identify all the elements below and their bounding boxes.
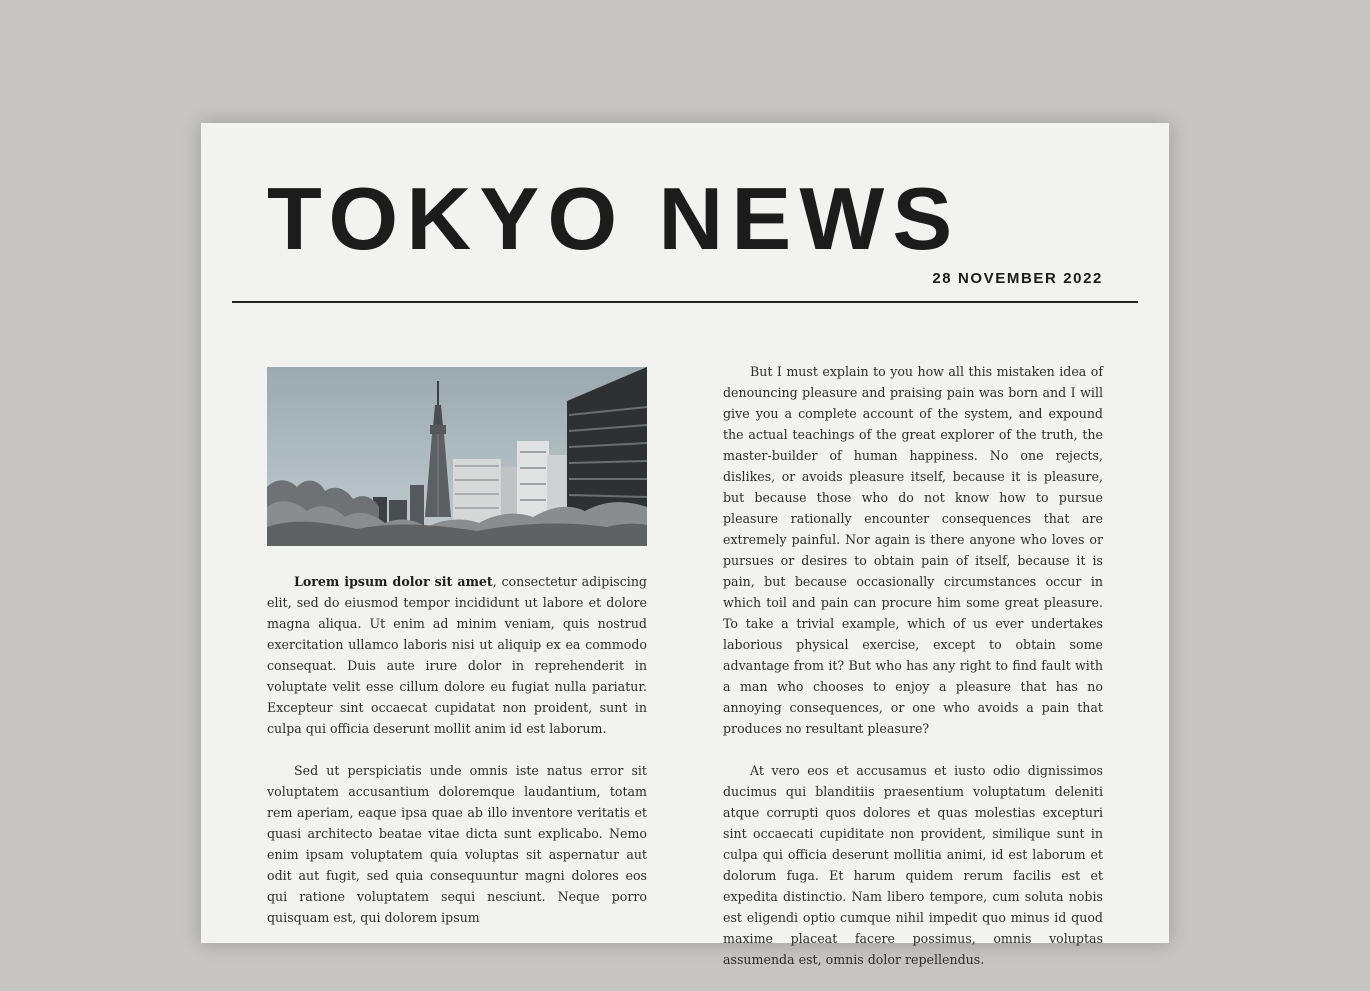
masthead-divider [232, 301, 1138, 303]
article-photo [267, 367, 647, 546]
article-lead: Lorem ipsum dolor sit amet [294, 574, 493, 589]
article-column-right [723, 361, 1103, 991]
article-paragraph [267, 571, 647, 739]
article-paragraph: But I must explain to you how all this mistaken idea of denouncing pleasure and praising pain was born and I will give you a complete account of the system, and expound the actual teachings of the great explorer of the truth, the master-builder of human happiness. No one rejects, dislikes, or avoids pleasure itself, because it is pleasure, but because those who do not know how to pursue pleasure rationally encounter consequences that are extremely painful. Nor again is there anyone who loves or pursues or desires to obtain pain of itself, because it is pain, but because occasionally circumstances occur in which toil and pain can procure him some great pleasure. To take a trivial example, which of us ever undertakes laborious physical exercise, except to obtain some advantage from it? But who has any right to find fault with a man who chooses to enjoy a pleasure that has no annoying consequences, or one who avoids a pain that produces no resultant pleasure? [723, 364, 1103, 736]
tokyo-skyline-image [267, 367, 647, 546]
masthead-title: TOKYO NEWS [267, 169, 961, 268]
issue-date: 28 NOVEMBER 2022 [932, 270, 1103, 287]
article-paragraph: At vero eos et accusamus et iusto odio dignissimos ducimus qui blanditiis praesentium voluptatum deleniti atque corrupti quos dolores et quas molestias excepturi sint occaecati cupiditate non provident, similique sunt in culpa qui officia deserunt mollitia animi, id est laborum et dolorum fuga. Et harum quidem rerum facilis est et expedita distinctio. Nam libero tempore, cum soluta nobis est eligendi optio cumque nihil impedit quo minus id quod maxime placeat facere possimus, omnis voluptas assumenda est, omnis dolor repellendus. [723, 763, 1103, 967]
article-text: , consectetur adipiscing elit, sed do eiusmod tempor incididunt ut labore et dolore magna aliqua. Ut enim ad minim veniam, quis nostrud exercitation ullamco laboris nisi ut aliquip ex ea commodo consequat. Duis aute irure dolor in reprehenderit in voluptate velit esse cillum dolore eu fugiat nulla pariatur. Excepteur sint occaecat cupidatat non proident, sunt in culpa qui officia deserunt mollit anim id est laborum. [267, 574, 647, 736]
newspaper-page [201, 123, 1169, 967]
article-column-left [267, 571, 647, 949]
article-paragraph: Sed ut perspiciatis unde omnis iste natus error sit voluptatem accusantium doloremque laudantium, totam rem aperiam, eaque ipsa quae ab illo inventore veritatis et quasi architecto beatae vitae dicta sunt explicabo. Nemo enim ipsam voluptatem quia voluptas sit aspernatur aut odit aut fugit, sed quia consequuntur magni dolores eos qui ratione voluptatem sequi nesciunt. Neque porro quisquam est, qui dolorem ipsum [267, 763, 647, 925]
